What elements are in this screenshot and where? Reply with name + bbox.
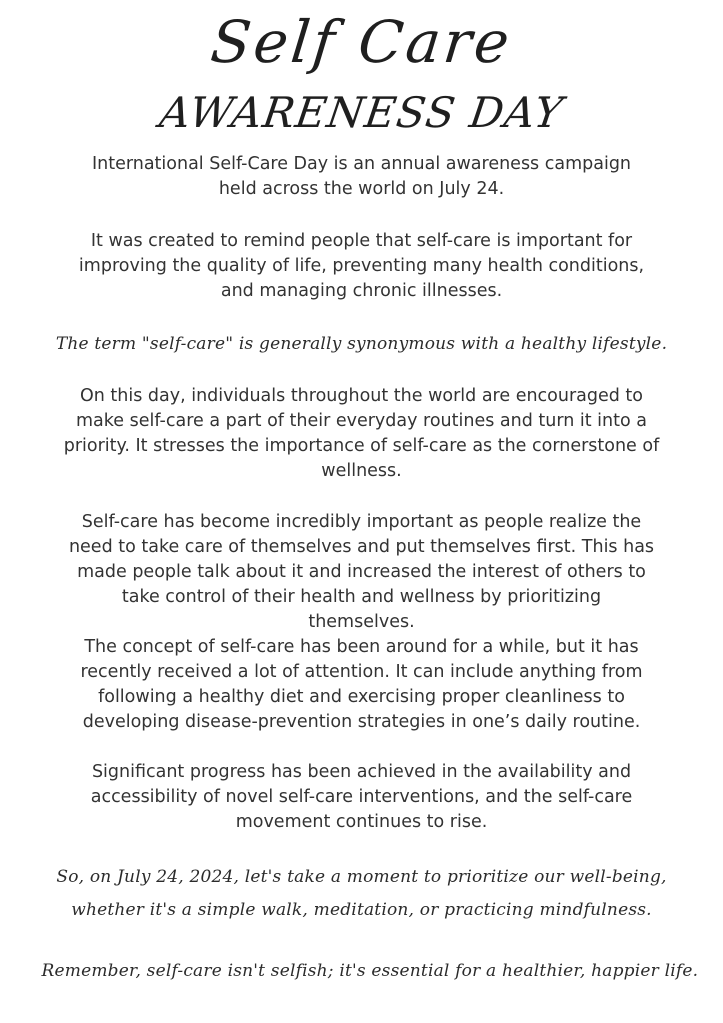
page-subtitle: AWARENESS DAY	[156, 88, 567, 137]
closing-quote: So, on July 24, 2024, let's take a moment to prioritize our well-being, whether it's a simple walk, meditation, or practicing mindfulness.	[56, 867, 667, 920]
encouragement-paragraph: On this day, individuals throughout the world are encouraged to make self-care a part of their everyday routines and turn it into a priority. It stresses the importance of self-care as the cornerstone of wellness.	[63, 386, 660, 481]
reminder-quote: Remember, self-care isn't selfish; it's essential for a healthier, happier life.	[41, 961, 699, 981]
page-title: Self Care	[207, 8, 516, 76]
concept-paragraph: The concept of self-care has been around for a while, but it has recently received a lot of attention. It can include anything from following a healthy diet and exercising proper cleanliness to developing disease-prevention strategies in one’s daily routine.	[80, 637, 643, 732]
intro-paragraph: International Self-Care Day is an annual awareness campaign held across the world on July 24.	[91, 154, 632, 199]
purpose-paragraph: It was created to remind people that self-care is important for improving the quality of life, preventing many health conditions, and managing chronic illnesses.	[78, 231, 645, 301]
progress-paragraph: Significant progress has been achieved in the availability and accessibility of novel self-care interventions, and the self-care movement continues to rise.	[90, 762, 633, 832]
importance-paragraph: Self-care has become incredibly important as people realize the need to take care of themselves and put themselves first. This has made people talk about it and increased the interest of others to take control of their health and wellness by prioritizing themselves.	[68, 512, 655, 632]
lifestyle-quote: The term "self-care" is generally synonymous with a healthy lifestyle.	[55, 334, 668, 354]
